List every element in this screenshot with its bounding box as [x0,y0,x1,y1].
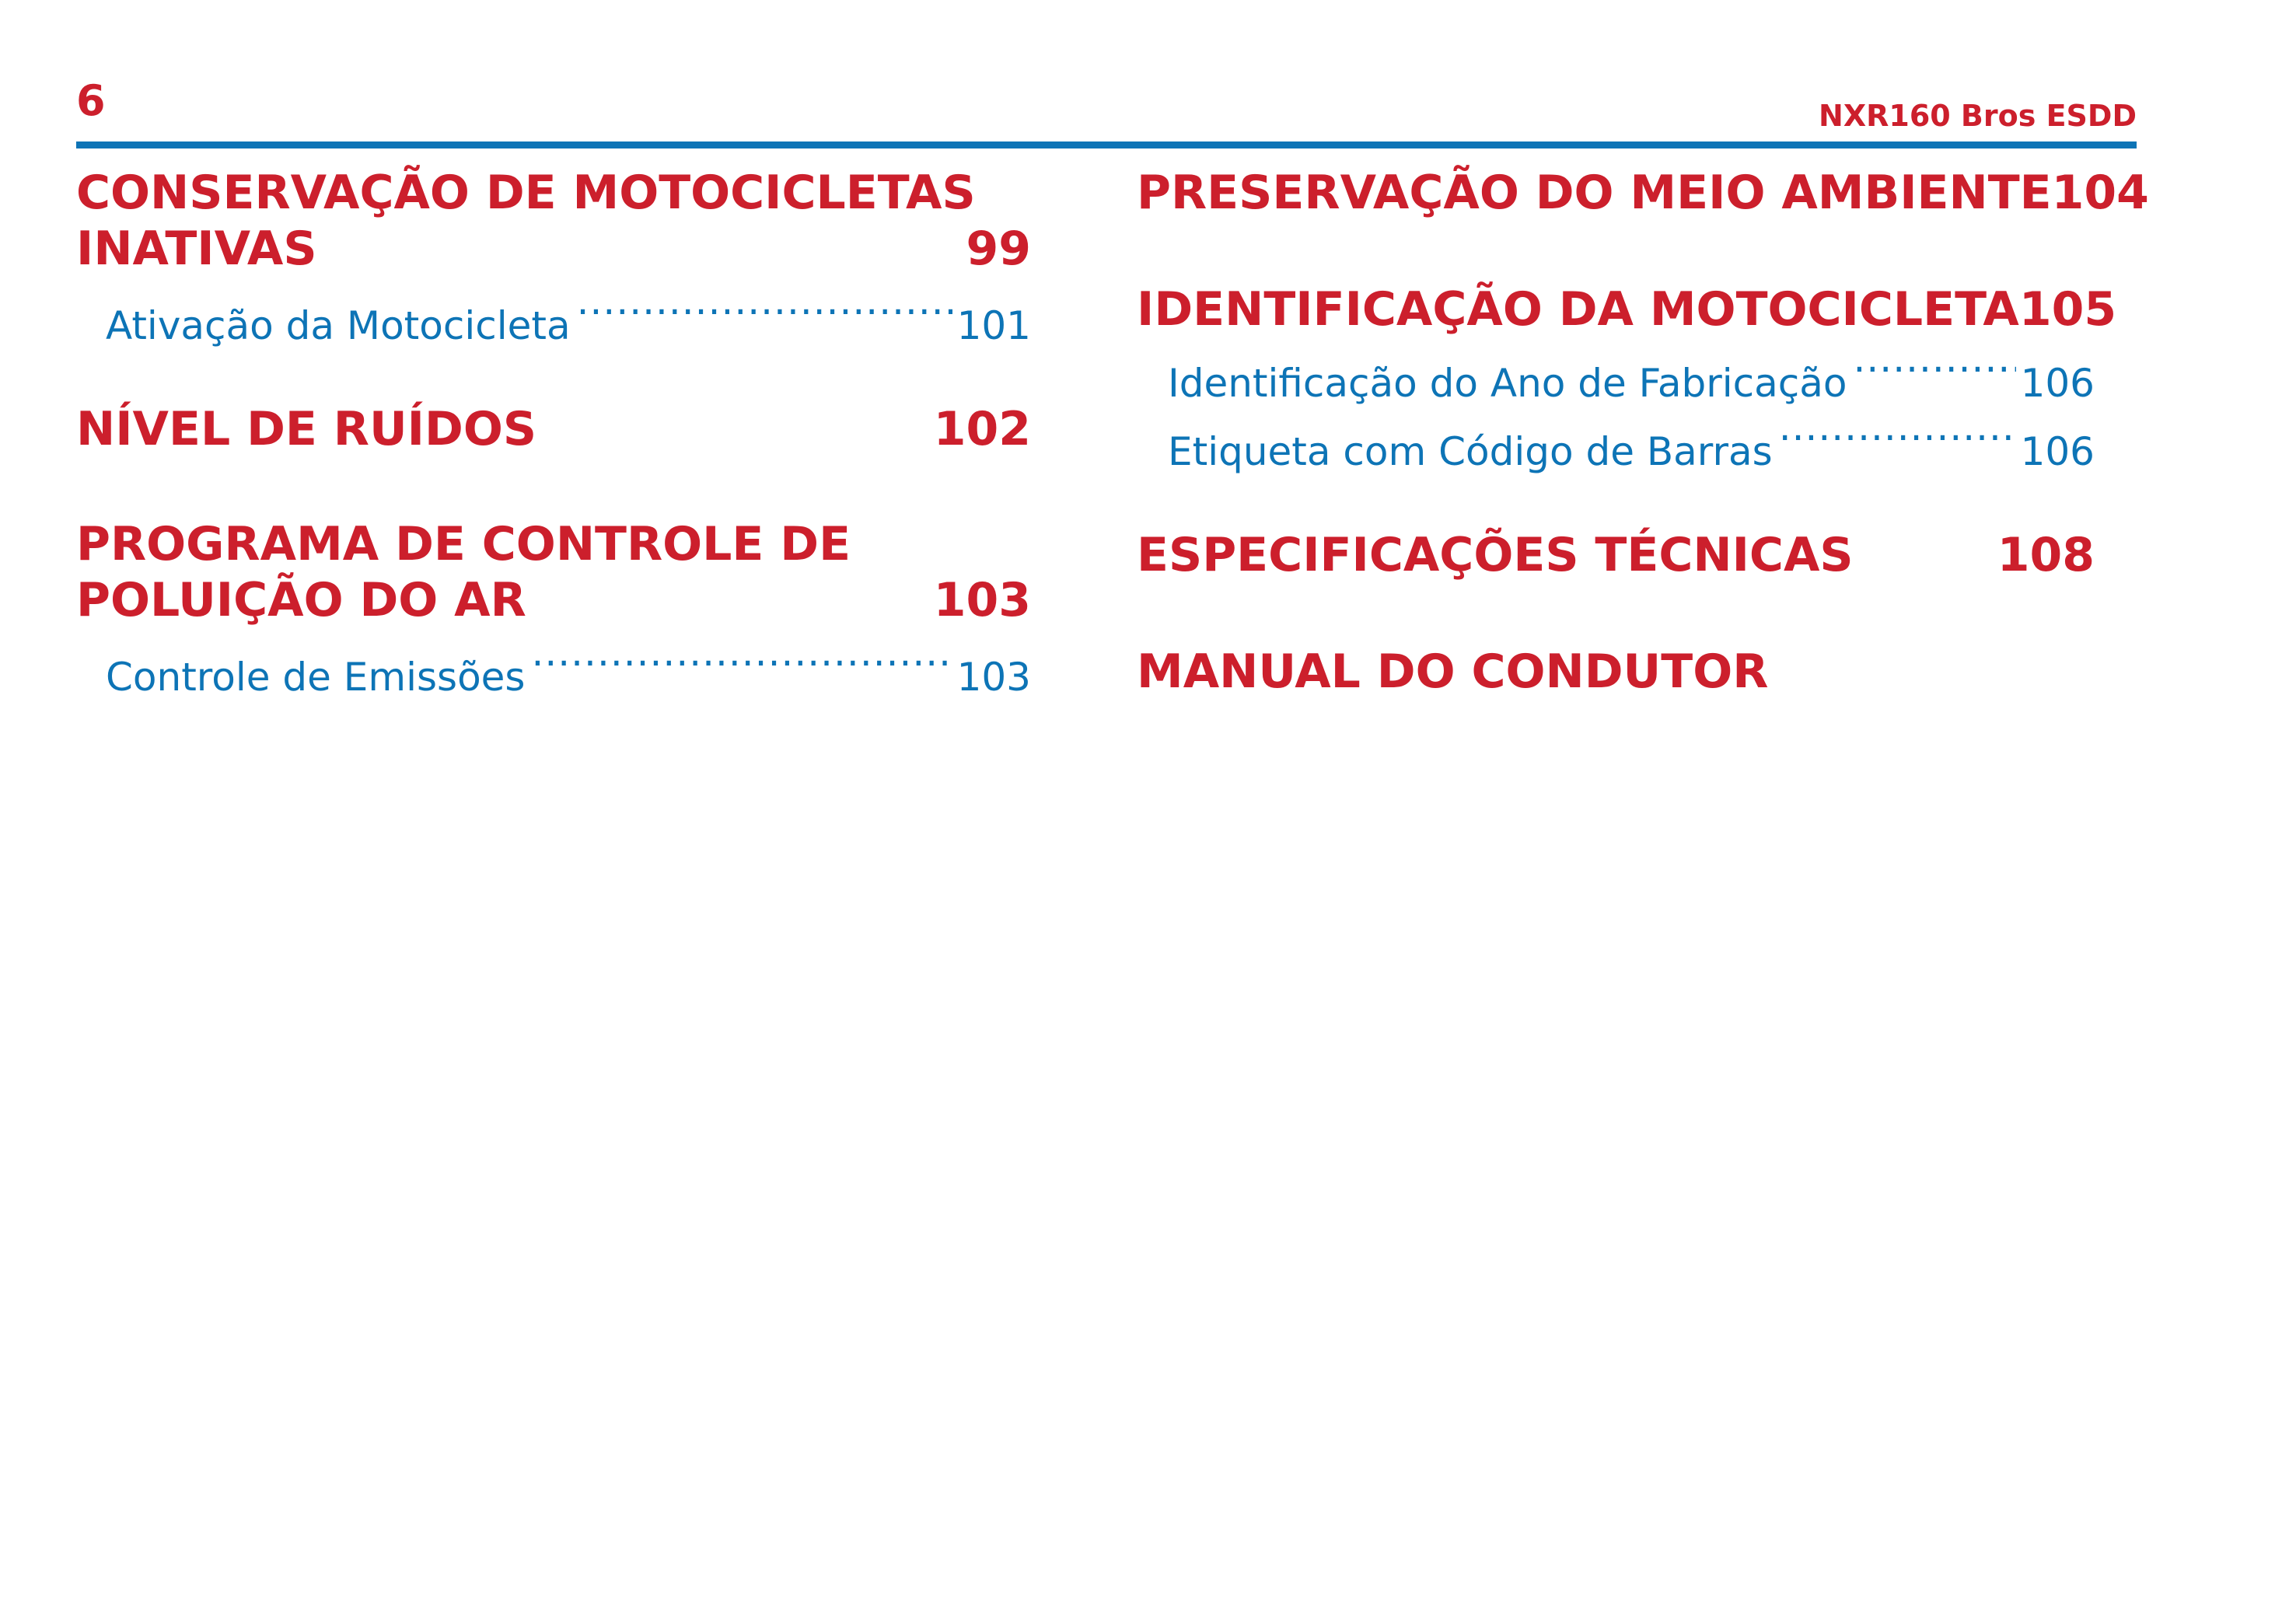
toc-section-especificacoes [1137,527,2095,583]
heading-page-number: 104 [2051,166,2149,220]
dot-leader [1854,342,2016,397]
heading-line: POLUIÇÃO DO AR [76,573,526,627]
toc-section-programa-controle [76,516,1031,704]
dot-leader [531,636,952,690]
toc-entry-ano-fabricacao[interactable] [1168,342,2095,410]
dot-leader [577,285,952,339]
toc-section-manual-condutor [1137,644,2095,700]
toc-entry-etiqueta-codigo[interactable] [1168,410,2095,479]
heading-page-number: 99 [966,222,1031,276]
toc-section-nivel-ruidos [76,401,1031,457]
heading-title: NÍVEL DE RUÍDOS [76,402,537,456]
entry-page-number: 103 [956,655,1031,700]
toc-heading[interactable] [76,401,1031,457]
toc-entry-controle-emissoes[interactable] [106,636,1031,704]
heading-title: PRESERVAÇÃO DO MEIO AMBIENTE [1137,166,2052,220]
toc-section-conservacao [76,165,1031,353]
dot-leader [1779,410,2016,465]
heading-line: PROGRAMA DE CONTROLE DE [76,517,851,571]
entry-page-number: 106 [2020,361,2095,406]
entry-label: Controle de Emissões [106,655,526,700]
toc-section-identificacao [1137,281,2117,479]
heading-page-number: 105 [2018,282,2117,337]
toc-left-column [76,165,1031,704]
heading-title: MANUAL DO CONDUTOR [1137,645,1769,699]
toc-heading[interactable] [1137,644,2095,700]
entry-page-number: 101 [956,303,1031,348]
entry-label: Etiqueta com Código de Barras [1168,429,1773,474]
toc-section-preservacao [1137,165,2149,221]
heading-page-number: 108 [1997,528,2095,582]
toc-entry-ativacao[interactable] [106,285,1031,353]
entry-page-number: 106 [2020,429,2095,474]
page-number: 6 [76,76,106,125]
toc-right-column [1137,165,2149,700]
toc-heading[interactable] [1137,527,2095,583]
toc-heading[interactable] [1137,165,2149,221]
heading-line: CONSERVAÇÃO DE MOTOCICLETAS [76,166,976,220]
heading-title: IDENTIFICAÇÃO DA MOTOCICLETA [1137,282,2019,337]
doc-title: NXR160 Bros ESDD [1819,99,2137,133]
entry-label: Identificação do Ano de Fabricação [1168,361,1847,406]
heading-title: ESPECIFICAÇÕES TÉCNICAS [1137,528,1854,582]
toc-heading[interactable] [1137,281,2117,337]
header-rule [76,141,2137,148]
entry-label: Ativação da Motocicleta [106,303,571,348]
heading-line: INATIVAS [76,222,317,276]
heading-page-number: 103 [933,573,1031,627]
toc-heading[interactable] [76,165,1031,277]
page-header [76,74,2137,148]
heading-page-number: 102 [933,402,1031,456]
toc-heading[interactable] [76,516,1031,628]
